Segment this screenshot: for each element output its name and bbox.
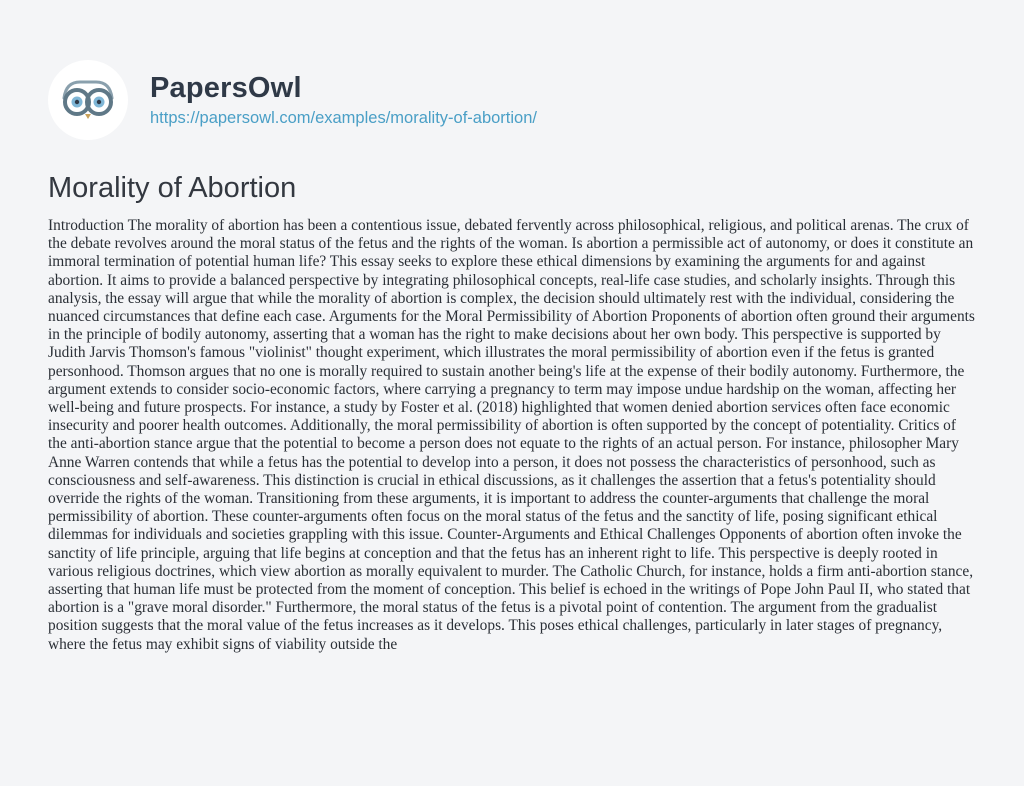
brand-name[interactable]: PapersOwl (150, 72, 302, 104)
owl-logo-icon[interactable] (48, 60, 128, 140)
site-header (48, 60, 537, 140)
essay-body-text: Introduction The morality of abortion has been a contentious issue, debated fervently across philosophical, religious, and political arenas. The crux of the debate revolves around the moral status of the fetus and the rights of the woman. Is abortion a permissible act of autonomy, or does it constitute an immoral termination of potential human life? This essay seeks to explore these ethical dimensions by examining the arguments for and against abortion. It aims to provide a balanced perspective by integrating philosophical concepts, real-life case studies, and scholarly insights. Through this analysis, the essay will argue that while the morality of abortion is complex, the decision should ultimately rest with the individual, considering the nuanced circumstances that define each case. Arguments for the Moral Permissibility of Abortion Proponents of abortion often ground their arguments in the principle of bodily autonomy, asserting that a woman has the right to make decisions about her own body. This perspective is supported by Judith Jarvis Thomson's famous "violinist" thought experiment, which illustrates the moral permissibility of abortion even if the fetus is granted personhood. Thomson argues that no one is morally required to sustain another being's life at the expense of their bodily autonomy. Furthermore, the argument extends to consider socio-economic factors, where carrying a pregnancy to term may impose undue hardship on the woman, affecting her well-being and future prospects. For instance, a study by Foster et al. (2018) highlighted that women denied abortion services often face economic insecurity and poorer health outcomes. Additionally, the moral permissibility of abortion is often supported by the concept of potentiality. Critics of the anti-abortion stance argue that the potential to become a person does not equate to the rights of an actual person. For instance, philosopher Mary Anne Warren contends that while a fetus has the potential to develop into a person, it does not possess the characteristics of personhood, such as consciousness and self-awareness. This distinction is crucial in ethical discussions, as it challenges the assertion that a fetus's potentiality should override the rights of the woman. Transitioning from these arguments, it is important to address the counter-arguments that challenge the moral permissibility of abortion. These counter-arguments often focus on the moral status of the fetus and the sanctity of life, posing significant ethical dilemmas for individuals and societies grappling with this issue. Counter-Arguments and Ethical Challenges Opponents of abortion often invoke the sanctity of life principle, arguing that life begins at conception and that the fetus has an inherent right to life. This perspective is deeply rooted in various religious doctrines, which view abortion as morally equivalent to murder. The Catholic Church, for instance, holds a firm anti-abortion stance, asserting that human life must be protected from the moment of conception. This belief is echoed in the writings of Pope John Paul II, who stated that abortion is a "grave moral disorder." Furthermore, the moral status of the fetus is a pivotal point of contention. The argument from the gradualist position suggests that the moral value of the fetus increases as it develops. This poses ethical challenges, particularly in later stages of pregnancy, where the fetus may exhibit signs of viability outside the (48, 217, 975, 653)
brand-block (150, 71, 537, 129)
page-title: Morality of Abortion (48, 172, 297, 204)
source-url-link[interactable]: https://papersowl.com/examples/morality-of-abortion/ (150, 109, 537, 127)
owl-logo-graphic (60, 78, 116, 122)
